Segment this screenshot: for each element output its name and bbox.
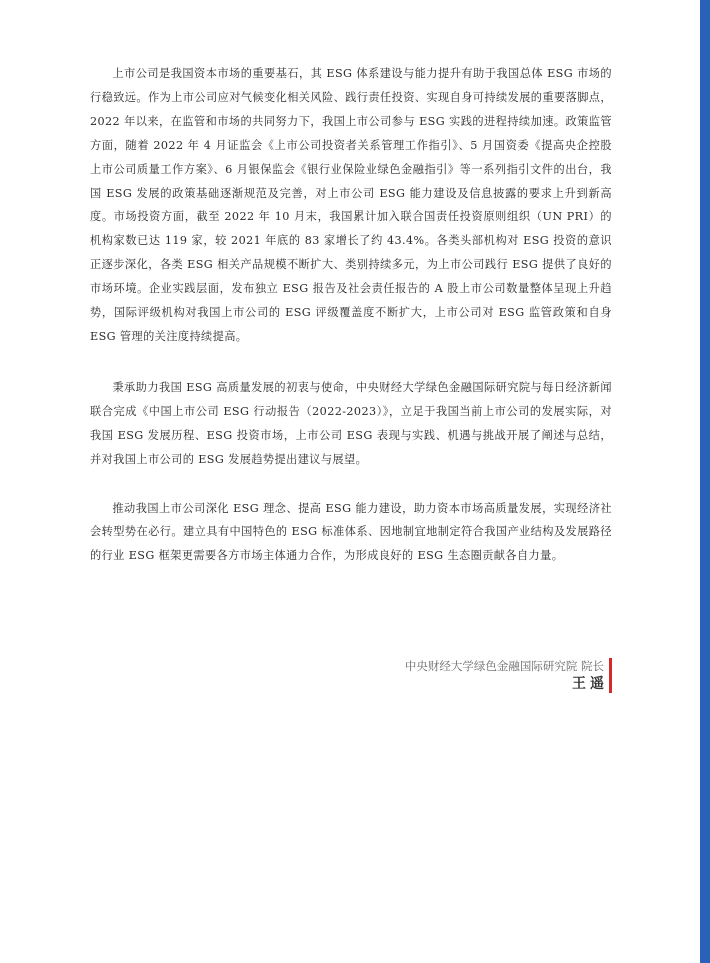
paragraph-2: 秉承助力我国 ESG 高质量发展的初衷与使命，中央财经大学绿色金融国际研究院与每日经济新闻联合完成《中国上市公司 ESG 行动报告（2022-2023）》，立足于我国当前上市公司的发展实际，对我国 ESG 发展历程、ESG 投资市场，上市公司 ESG 表现与实践、机遇与挑战开展了阐述与总结，并对我国上市公司的 ESG 发展趋势提出建议与展望。 [90, 380, 612, 466]
signature-organization: 中央财经大学绿色金融国际研究院 院长 [404, 659, 604, 673]
preface-body [90, 62, 612, 592]
signature-accent-bar [609, 658, 612, 693]
paragraph-1: 上市公司是我国资本市场的重要基石，其 ESG 体系建设与能力提升有助于我国总体 ESG 市场的行稳致远。作为上市公司应对气候变化相关风险、践行责任投资、实现自身可持续发展的重要落脚点，2022 年以来，在监管和市场的共同努力下，我国上市公司参与 ESG 实践的进程持续加速。政策监管方面，随着 2022 年 4 月证监会《上市公司投资者关系管理工作指引》、5 月国资委《提高央企控股上市公司质量工作方案》、6 月银保监会《银行业保险业绿色金融指引》等一系列指引文件的出台，我国 ESG 发展的政策基础逐渐规范及完善，对上市公司 ESG 能力建设及信息披露的要求上升到新高度。市场投资方面，截至 2022 年 10 月末，我国累计加入联合国责任投资原则组织（UN PRI）的机构家数已达 119 家，较 2021 年底的 83 家增长了约 43.4%。各类头部机构对 ESG 投资的意识正逐步深化，各类 ESG 相关产品规模不断扩大、类别持续多元，为上市公司践行 ESG 提供了良好的市场环境。企业实践层面，发布独立 ESG 报告及社会责任报告的 A 股上市公司数量整体呈现上升趋势，国际评级机构对我国上市公司的 ESG 评级覆盖度不断扩大，上市公司对 ESG 监管政策和自身 ESG 管理的关注度持续提高。 [90, 67, 612, 343]
signature-name: 王遥 [572, 676, 608, 692]
signature-block [405, 658, 612, 694]
right-edge-band [700, 0, 710, 963]
paragraph-3: 推动我国上市公司深化 ESG 理念、提高 ESG 能力建设，助力资本市场高质量发展，实现经济社会转型势在必行。建立具有中国特色的 ESG 标准体系、因地制宜地制定符合我国产业结构及发展路径的行业 ESG 框架更需要各方市场主体通力合作，为形成良好的 ESG 生态圈贡献各自力量。 [90, 501, 612, 563]
